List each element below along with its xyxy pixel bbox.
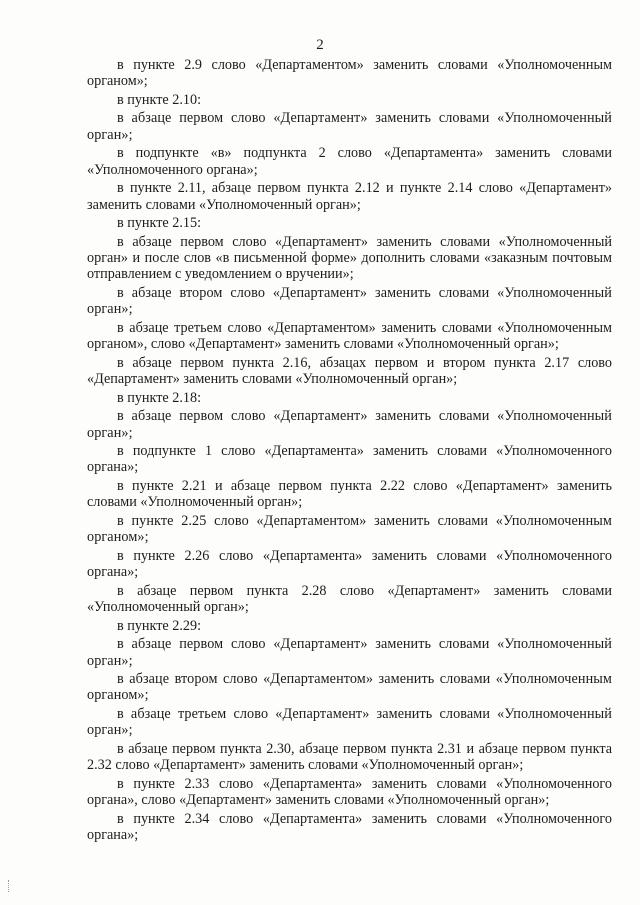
paragraph: в абзаце первом пункта 2.28 слово «Департамент» заменить словами «Уполномоченный орган»; xyxy=(87,582,612,616)
paragraph: в абзаце втором слово «Департамент» заменить словами «Уполномоченный орган»; xyxy=(87,284,612,318)
paragraph: в пункте 2.21 и абзаце первом пункта 2.22 слово «Департамент» заменить словами «Уполномоченный орган»; xyxy=(87,477,612,511)
paragraph: в пункте 2.33 слово «Департамента» заменить словами «Уполномоченного органа», слово «Департамент» заменить словами «Уполномоченный орган»; xyxy=(87,775,612,809)
paragraph: в абзаце втором слово «Департаментом» заменить словами «Уполномоченным органом»; xyxy=(87,671,612,704)
paragraph: в пункте 2.10: xyxy=(117,91,202,108)
paragraph: в пункте 2.18: xyxy=(117,389,202,406)
paragraph: в абзаце первом пункта 2.30, абзаце первом пункта 2.31 и абзаце первом пункта 2.32 слово «Департамент» заменить словами «Уполномоченный орган»; xyxy=(87,740,612,774)
paragraph: в абзаце третьем слово «Департамент» заменить словами «Уполномоченный орган»; xyxy=(87,705,612,739)
paragraph: в абзаце первом слово «Департамент» заменить словами «Уполномоченный орган»; xyxy=(87,408,612,441)
paragraph: в абзаце первом пункта 2.16, абзацах первом и втором пункта 2.17 слово «Департамент» заменить словами «Уполномоченный орган»; xyxy=(87,354,612,388)
paragraph: в абзаце первом слово «Департамент» заменить словами «Уполномоченный орган» и после слов «в письменной форме» дополнить словами «заказным почтовым отправлением с уведомлением о вручении»; xyxy=(87,233,612,283)
paragraph: в подпункте 1 слово «Департамента» заменить словами «Уполномоченного органа»; xyxy=(87,443,612,476)
paragraph: в абзаце третьем слово «Департаментом» заменить словами «Уполномоченным органом», слово «Департамент» заменить словами «Уполномоченный орган»; xyxy=(87,319,612,353)
paragraph: в пункте 2.9 слово «Департаментом» заменить словами «Уполномоченным органом»; xyxy=(87,57,612,90)
paragraph: в пункте 2.34 слово «Департамента» заменить словами «Уполномоченного органа»; xyxy=(87,810,612,844)
paragraph: в подпункте «в» подпункта 2 слово «Департамента» заменить словами «Уполномоченного органа»; xyxy=(87,145,612,178)
paragraph: в пункте 2.11, абзаце первом пункта 2.12 и пункте 2.14 слово «Департамент» заменить словами «Уполномоченный орган»; xyxy=(87,180,612,213)
document-body xyxy=(87,57,612,846)
paragraph: в абзаце первом слово «Департамент» заменить словами «Уполномоченный орган»; xyxy=(87,636,612,669)
paragraph: в пункте 2.29: xyxy=(117,617,202,634)
paragraph: в пункте 2.26 слово «Департамента» заменить словами «Уполномоченного органа»; xyxy=(87,547,612,581)
paragraph: в абзаце первом слово «Департамент» заменить словами «Уполномоченный орган»; xyxy=(87,110,612,143)
paragraph: в пункте 2.15: xyxy=(117,215,202,232)
page-number: 2 xyxy=(316,37,324,53)
scan-edge-mark xyxy=(8,880,11,892)
paragraph: в пункте 2.25 слово «Департаментом» заменить словами «Уполномоченным органом»; xyxy=(87,512,612,546)
